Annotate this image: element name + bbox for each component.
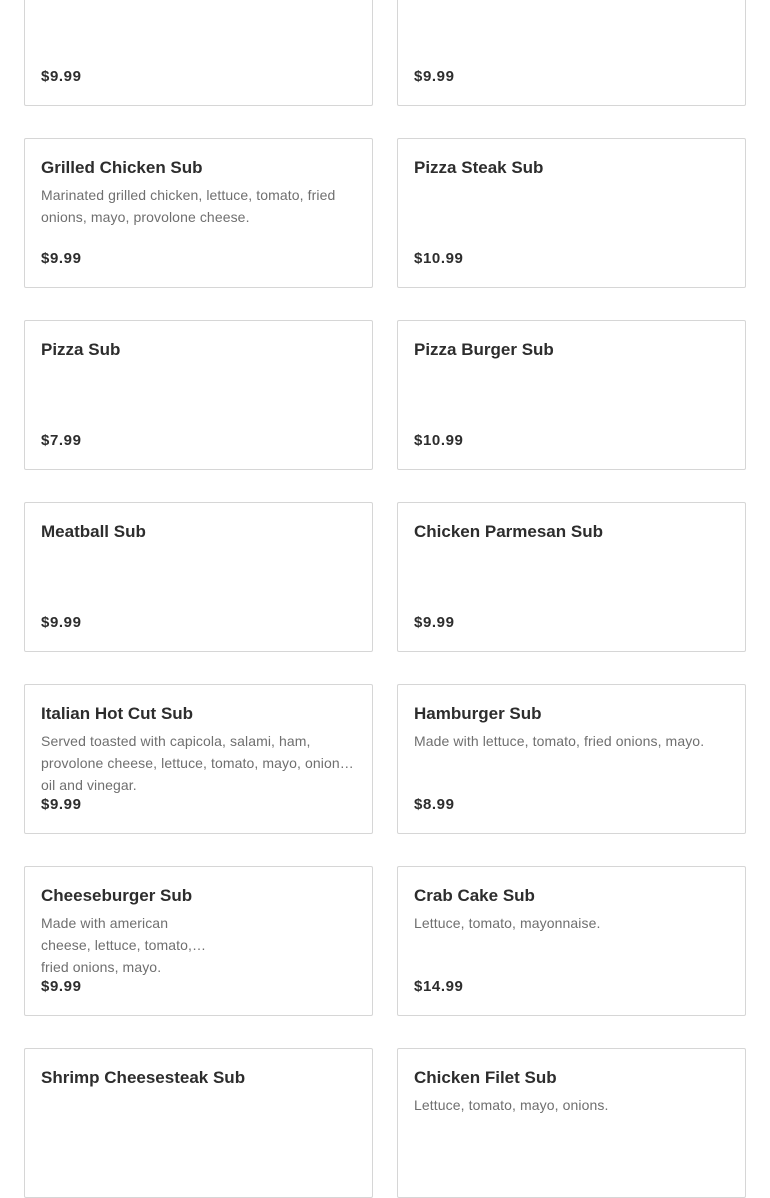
menu-item-name: Hamburger Sub (414, 704, 542, 723)
menu-item-card[interactable] (24, 1048, 373, 1198)
menu-item-name: Meatball Sub (41, 522, 146, 541)
menu-item-card[interactable] (24, 684, 373, 834)
menu-item-description: Marinated grilled chicken, lettuce, tomato, fried onions, mayo, provolone cheese. (41, 187, 336, 225)
menu-item-price: $9.99 (41, 68, 82, 85)
menu-item-name: Shrimp Cheesesteak Sub (41, 1068, 246, 1087)
menu-item-price: $7.99 (41, 432, 82, 449)
menu-item-name: Chicken Parmesan Sub (414, 522, 603, 541)
menu-item-description: Served toasted with capicola, salami, ham, provolone cheese, lettuce, tomato, mayo, onions, oil and vinegar. (41, 733, 351, 793)
menu-item-description: Lettuce, tomato, mayo, onions. (414, 1097, 609, 1113)
menu-item-price: $8.99 (414, 796, 455, 813)
menu-item-description: Made with lettuce, tomato, fried onions, mayo. (414, 733, 705, 749)
menu-item-name: Chicken Filet Sub (414, 1068, 557, 1087)
menu-item-price: $10.99 (414, 250, 464, 267)
menu-item-card[interactable] (24, 320, 373, 470)
menu-item-card[interactable] (24, 866, 373, 1016)
menu-item-price: $9.99 (41, 250, 82, 267)
menu-item-name: Italian Hot Cut Sub (41, 704, 194, 723)
menu-item-price: $10.99 (414, 432, 464, 449)
menu-item-card[interactable] (397, 138, 746, 288)
menu-item-card[interactable] (24, 0, 373, 106)
menu-item-price: $9.99 (41, 978, 82, 995)
menu-item-card[interactable] (397, 1048, 746, 1198)
menu-item-card[interactable] (397, 502, 746, 652)
menu-item-description: Made with american cheese, lettuce, tomato, fried onions, mayo. (41, 915, 193, 975)
menu-item-card[interactable] (24, 138, 373, 288)
menu-item-name: Crab Cake Sub (414, 886, 535, 905)
menu-item-name: Pizza Sub (41, 340, 121, 359)
menu-item-name: Pizza Burger Sub (414, 340, 554, 359)
menu-item-name: Grilled Chicken Sub (41, 158, 203, 177)
menu-item-card[interactable] (24, 502, 373, 652)
menu-item-price: $9.99 (41, 796, 82, 813)
menu-item-name: Cheeseburger Sub (41, 886, 193, 905)
menu-item-price: $9.99 (414, 614, 455, 631)
menu-item-card[interactable] (397, 0, 746, 106)
menu-items-grid (24, 0, 746, 1198)
menu-item-price: $9.99 (41, 614, 82, 631)
menu-item-card[interactable] (397, 684, 746, 834)
menu-item-card[interactable] (397, 866, 746, 1016)
menu-item-price: $9.99 (414, 68, 455, 85)
menu-item-name: Pizza Steak Sub (414, 158, 544, 177)
menu-item-card[interactable] (397, 320, 746, 470)
menu-item-price: $14.99 (414, 978, 464, 995)
menu-item-description: Lettuce, tomato, mayonnaise. (414, 915, 601, 931)
